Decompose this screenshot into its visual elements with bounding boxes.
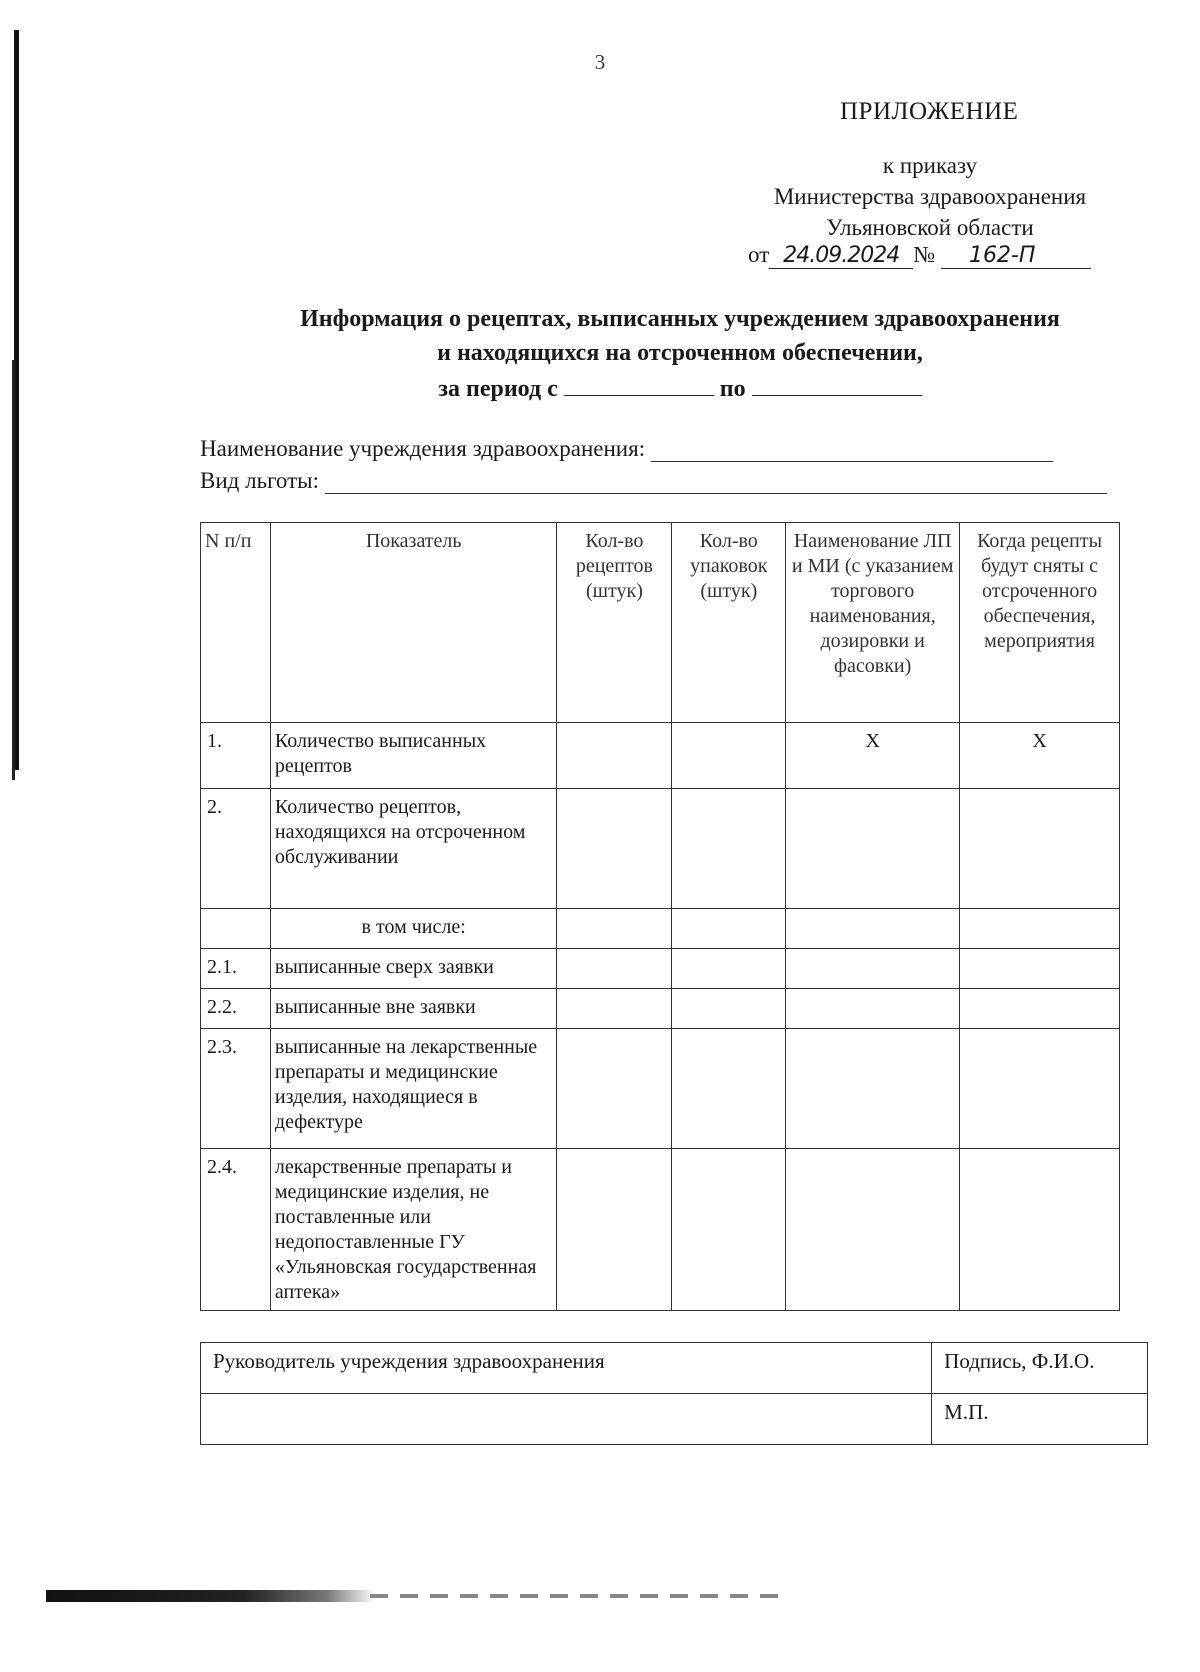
title-line: и находящихся на отсроченном обеспечении, — [437, 340, 923, 366]
order-date-number — [748, 242, 1091, 269]
row-indicator: лекарственные препараты и медицинские изделия, не поставленные или недопоставленные ГУ «Ульяновская государственная аптека» — [270, 1149, 557, 1311]
scan-edge-artifact — [12, 360, 15, 780]
row-number — [201, 909, 271, 949]
institution-field — [200, 436, 1053, 462]
packs-cell — [672, 989, 786, 1029]
packs-cell — [672, 723, 786, 789]
recipes-cell — [557, 723, 672, 789]
page-number: 3 — [594, 50, 606, 74]
period-line — [180, 375, 1180, 403]
sign-label: Подпись, Ф.И.О. — [932, 1343, 1148, 1394]
column-header: Показатель — [270, 523, 557, 723]
when-cell: X — [960, 723, 1120, 789]
table-header-row — [201, 523, 1120, 723]
when-cell — [960, 1149, 1120, 1311]
signature-table — [200, 1342, 1148, 1445]
period-to-blank[interactable] — [752, 375, 922, 396]
recipes-cell — [557, 1149, 672, 1311]
row-number: 2. — [201, 789, 271, 909]
recipes-cell — [557, 909, 672, 949]
row-indicator: выписанные на лекарственные препараты и медицинские изделия, находящиеся в дефектуре — [270, 1029, 557, 1149]
order-line: Ульяновской области — [826, 215, 1034, 240]
row-number: 2.1. — [201, 949, 271, 989]
row-indicator: выписанные сверх заявки — [270, 949, 557, 989]
when-cell — [960, 949, 1120, 989]
table-row — [201, 1149, 1120, 1311]
stamp-row — [201, 1394, 1148, 1445]
period-to-label: по — [719, 376, 746, 402]
order-from-label: от — [748, 242, 770, 267]
column-header: N п/п — [201, 523, 271, 723]
recipes-cell — [557, 989, 672, 1029]
drug-cell — [786, 989, 960, 1029]
order-reference — [740, 150, 1120, 243]
appendix-title: ПРИЛОЖЕНИЕ — [840, 98, 1019, 125]
table-row — [201, 789, 1120, 909]
packs-cell — [672, 1029, 786, 1149]
recipes-cell — [557, 789, 672, 909]
prescriptions-table — [200, 522, 1120, 1311]
empty-cell — [201, 1394, 932, 1445]
when-cell — [960, 989, 1120, 1029]
scan-noise-artifact — [370, 1594, 790, 1598]
table-row — [201, 723, 1120, 789]
row-number: 1. — [201, 723, 271, 789]
table-row — [201, 989, 1120, 1029]
table-row — [201, 909, 1120, 949]
recipes-cell — [557, 949, 672, 989]
signature-row — [201, 1343, 1148, 1394]
title-line: Информация о рецептах, выписанных учреждением здравоохранения — [300, 306, 1060, 332]
row-number: 2.2. — [201, 989, 271, 1029]
when-cell — [960, 909, 1120, 949]
recipes-cell — [557, 1029, 672, 1149]
scan-noise-artifact — [46, 1590, 376, 1602]
period-from-blank[interactable] — [564, 375, 714, 396]
column-header: Кол-во рецептов (штук) — [557, 523, 672, 723]
order-number-label: № — [913, 242, 936, 267]
packs-cell — [672, 789, 786, 909]
drug-cell — [786, 789, 960, 909]
when-cell — [960, 789, 1120, 909]
row-indicator: выписанные вне заявки — [270, 989, 557, 1029]
packs-cell — [672, 1149, 786, 1311]
stamp-label: М.П. — [932, 1394, 1148, 1445]
column-header: Кол-во упаковок (штук) — [672, 523, 786, 723]
table-row — [201, 949, 1120, 989]
row-indicator: Количество выписанных рецептов — [270, 723, 557, 789]
drug-cell — [786, 949, 960, 989]
benefit-label: Вид льготы: — [200, 468, 320, 493]
head-label: Руководитель учреждения здравоохранения — [201, 1343, 932, 1394]
row-number: 2.3. — [201, 1029, 271, 1149]
row-number: 2.4. — [201, 1149, 271, 1311]
benefit-blank[interactable] — [325, 473, 1107, 494]
column-header: Когда рецепты будут сняты с отсроченного обеспечения, мероприятия — [960, 523, 1120, 723]
row-indicator: в том числе: — [270, 909, 557, 949]
when-cell — [960, 1029, 1120, 1149]
packs-cell — [672, 949, 786, 989]
packs-cell — [672, 909, 786, 949]
drug-cell — [786, 1149, 960, 1311]
drug-cell — [786, 909, 960, 949]
order-date-handwritten: 24.09.2024 — [769, 243, 913, 269]
order-line: Министерства здравоохранения — [773, 184, 1087, 209]
period-from-label: за период с — [438, 376, 558, 402]
drug-cell: X — [786, 723, 960, 789]
order-line: к приказу — [882, 153, 978, 178]
institution-label: Наименование учреждения здравоохранения: — [200, 436, 646, 461]
order-number-handwritten: 162-П — [941, 243, 1091, 269]
document-title — [180, 302, 1180, 370]
benefit-field — [200, 468, 1107, 494]
column-header: Наименование ЛП и МИ (с указанием торгового наименования, дозировки и фасовки) — [786, 523, 960, 723]
table-row — [201, 1029, 1120, 1149]
row-indicator: Количество рецептов, находящихся на отсроченном обслуживании — [270, 789, 557, 909]
drug-cell — [786, 1029, 960, 1149]
institution-blank[interactable] — [651, 441, 1053, 462]
